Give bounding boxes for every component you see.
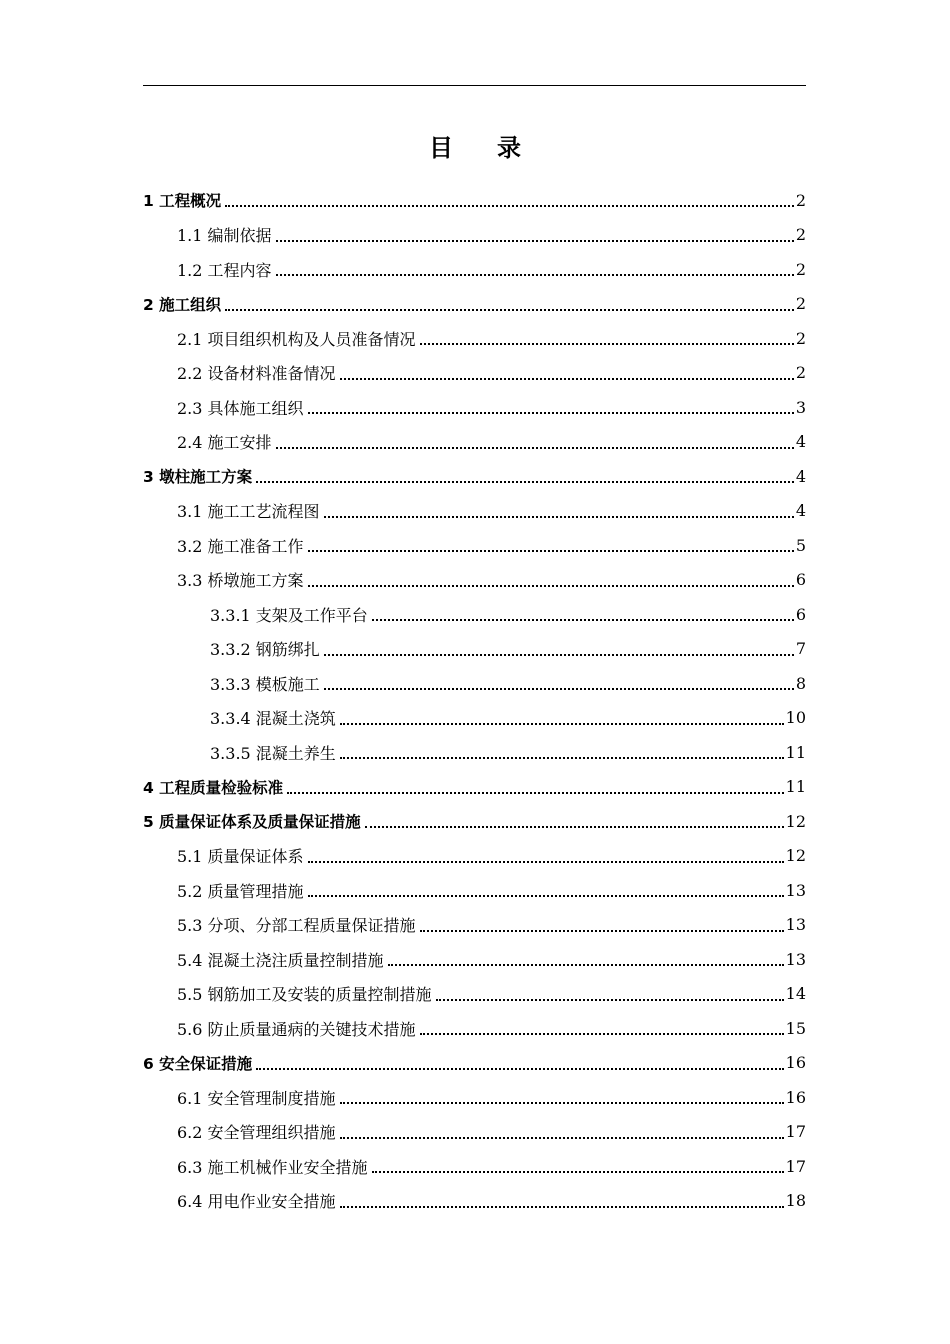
toc-dot-leader	[308, 530, 794, 552]
toc-page-number: 2	[795, 225, 806, 245]
toc-page-number: 16	[785, 1053, 806, 1073]
toc-dot-leader	[340, 1082, 784, 1104]
toc-entry-text: 6 安全保证措施	[143, 1054, 253, 1073]
toc-entry[interactable]	[177, 839, 806, 874]
toc-page-number: 4	[795, 432, 806, 452]
toc-dot-leader	[340, 1117, 784, 1139]
toc-entry-text: 3.3 桥墩施工方案	[177, 571, 304, 591]
toc-entry[interactable]	[177, 494, 806, 529]
toc-entry-text: 3.3.5 混凝土养生	[210, 743, 336, 763]
toc-entry-text: 6.3 施工机械作业安全措施	[177, 1157, 368, 1177]
toc-entry-text: 3.1 施工工艺流程图	[177, 502, 320, 522]
toc-dot-leader	[225, 289, 794, 311]
toc-entry-text: 5.1 质量保证体系	[177, 847, 304, 867]
toc-entry[interactable]	[210, 666, 806, 701]
toc-dot-leader	[436, 979, 784, 1001]
toc-entry-text: 3.3.4 混凝土浇筑	[210, 709, 336, 729]
toc-dot-leader	[324, 668, 794, 690]
toc-entry-text: 5.4 混凝土浇注质量控制措施	[177, 950, 384, 970]
toc-dot-leader	[276, 427, 794, 449]
toc-page-number: 3	[795, 397, 806, 417]
toc-entry-text: 1 工程概况	[143, 192, 222, 211]
toc-entry[interactable]	[177, 908, 806, 943]
toc-dot-leader	[340, 737, 784, 759]
toc-entry[interactable]	[143, 770, 806, 805]
toc-entry[interactable]	[177, 1149, 806, 1184]
toc-entry-text: 2.3 具体施工组织	[177, 398, 304, 418]
toc-page-number: 11	[785, 777, 806, 797]
toc-entry-text: 2.1 项目组织机构及人员准备情况	[177, 329, 416, 349]
toc-dot-leader	[420, 1013, 784, 1035]
toc-entry[interactable]	[177, 252, 806, 287]
toc-page-number: 17	[785, 1122, 806, 1142]
toc-dot-leader	[308, 841, 784, 863]
toc-entry[interactable]	[177, 563, 806, 598]
toc-dot-leader	[225, 185, 794, 207]
toc-entry-text: 3.2 施工准备工作	[177, 536, 304, 556]
toc-dot-leader	[372, 1151, 784, 1173]
toc-dot-leader	[324, 634, 794, 656]
toc-page-number: 10	[785, 708, 806, 728]
toc-page-number: 6	[795, 604, 806, 624]
toc-page-number: 15	[785, 1018, 806, 1038]
toc-dot-leader	[420, 323, 794, 345]
toc-page-number: 6	[795, 570, 806, 590]
toc-dot-leader	[276, 220, 794, 242]
toc-entry-text: 3.3.1 支架及工作平台	[210, 605, 368, 625]
toc-entry-text: 1.2 工程内容	[177, 260, 272, 280]
toc-page-number: 18	[785, 1191, 806, 1211]
toc-dot-leader	[372, 599, 794, 621]
toc-dot-leader	[420, 910, 784, 932]
toc-dot-leader	[340, 703, 784, 725]
toc-dot-leader	[256, 1048, 783, 1070]
toc-page-number: 2	[795, 190, 806, 210]
toc-dot-leader	[340, 1186, 784, 1208]
toc-dot-leader	[324, 496, 794, 518]
toc-entry-text: 3.3.2 钢筋绑扎	[210, 640, 320, 660]
toc-page-number: 13	[785, 880, 806, 900]
toc-entry[interactable]	[177, 873, 806, 908]
toc-entry[interactable]	[177, 1080, 806, 1115]
toc-dot-leader	[287, 772, 783, 794]
toc-page-number: 12	[785, 811, 806, 831]
toc-entry[interactable]	[210, 701, 806, 736]
toc-page-number: 2	[795, 294, 806, 314]
toc-entry-text: 5.5 钢筋加工及安装的质量控制措施	[177, 985, 432, 1005]
toc-page-number: 2	[795, 363, 806, 383]
toc-page-number: 13	[785, 915, 806, 935]
toc-page-number: 5	[795, 535, 806, 555]
toc-entry[interactable]	[143, 459, 806, 494]
toc-entry[interactable]	[177, 218, 806, 253]
toc-entry[interactable]	[210, 735, 806, 770]
toc-page-number: 17	[785, 1156, 806, 1176]
toc-entry-text: 6.4 用电作业安全措施	[177, 1192, 336, 1212]
toc-dot-leader	[276, 254, 794, 276]
toc-entry[interactable]	[177, 356, 806, 391]
toc-page-number: 2	[795, 259, 806, 279]
toc-dot-leader	[340, 358, 794, 380]
toc-page-number: 2	[795, 328, 806, 348]
toc-entry-text: 1.1 编制依据	[177, 226, 272, 246]
toc-entry-text: 5 质量保证体系及质量保证措施	[143, 813, 361, 832]
toc-entry-text: 3.3.3 模板施工	[210, 674, 320, 694]
toc-entry[interactable]	[177, 425, 806, 460]
toc-entry[interactable]	[143, 183, 806, 218]
toc-page-number: 11	[785, 742, 806, 762]
toc-entry[interactable]	[177, 321, 806, 356]
toc-dot-leader	[308, 392, 794, 414]
toc-page-number: 12	[785, 846, 806, 866]
toc-entry-text: 6.1 安全管理制度措施	[177, 1088, 336, 1108]
toc-entry-text: 5.2 质量管理措施	[177, 881, 304, 901]
toc-page-number: 8	[795, 673, 806, 693]
toc-page-number: 14	[785, 984, 806, 1004]
toc-dot-leader	[388, 944, 784, 966]
toc-page-number: 4	[795, 466, 806, 486]
toc-entry[interactable]	[177, 942, 806, 977]
toc-entry[interactable]	[177, 390, 806, 425]
toc-entry-text: 2 施工组织	[143, 295, 222, 314]
toc-page-number: 4	[795, 501, 806, 521]
toc-entry-text: 5.6 防止质量通病的关键技术措施	[177, 1019, 416, 1039]
toc-entry-text: 6.2 安全管理组织措施	[177, 1123, 336, 1143]
toc-list	[0, 183, 950, 1218]
toc-entry[interactable]	[177, 528, 806, 563]
toc-dot-leader	[308, 875, 784, 897]
toc-entry[interactable]	[177, 977, 806, 1012]
toc-entry-text: 2.4 施工安排	[177, 433, 272, 453]
toc-entry[interactable]	[177, 1115, 806, 1150]
toc-dot-leader	[308, 565, 794, 587]
toc-entry[interactable]	[210, 632, 806, 667]
toc-dot-leader	[256, 461, 794, 483]
toc-entry[interactable]	[143, 804, 806, 839]
toc-entry-text: 3 墩柱施工方案	[143, 468, 253, 487]
toc-entry[interactable]	[177, 1011, 806, 1046]
toc-entry-text: 5.3 分项、分部工程质量保证措施	[177, 916, 416, 936]
toc-entry-text: 4 工程质量检验标准	[143, 778, 284, 797]
toc-page-number: 16	[785, 1087, 806, 1107]
toc-title: 目录	[429, 134, 565, 162]
toc-entry[interactable]	[143, 287, 806, 322]
toc-entry[interactable]	[177, 1184, 806, 1219]
toc-entry-text: 2.2 设备材料准备情况	[177, 364, 336, 384]
toc-dot-leader	[365, 806, 784, 828]
toc-page-number: 7	[795, 639, 806, 659]
toc-entry[interactable]	[210, 597, 806, 632]
header-rule	[143, 85, 806, 86]
toc-entry[interactable]	[143, 1046, 806, 1081]
toc-page-number: 13	[785, 949, 806, 969]
